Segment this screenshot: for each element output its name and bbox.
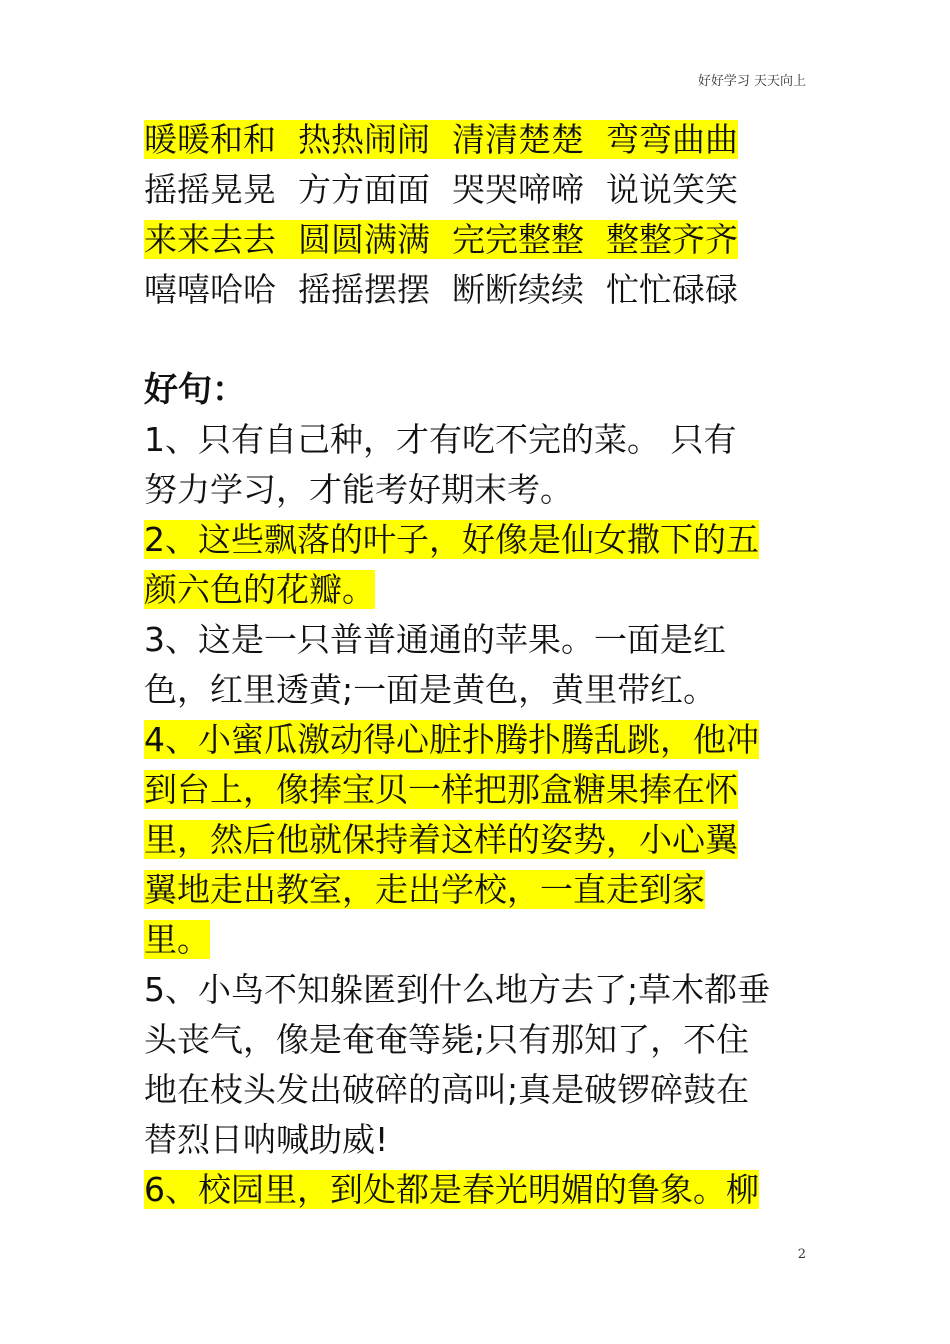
sentence-line [144, 1165, 808, 1215]
page-header: 好好学习 天天向上 [697, 74, 806, 89]
word: 摇摇摆摆 [298, 270, 430, 309]
word: 方方面面 [298, 170, 430, 209]
sentence-line: 替烈日呐喊助威! [144, 1120, 389, 1159]
sentence-line [144, 915, 808, 965]
section-heading: 好句： [144, 370, 246, 410]
spacer [144, 315, 808, 365]
highlighted-text: 里，然后他就保持着这样的姿势，小心翼 [144, 820, 738, 859]
highlighted-text: 6、校园里，到处都是春光明媚的鲁象。柳 [144, 1170, 759, 1209]
sentence-line: 色，红里透黄;一面是黄色，黄里带红。 [144, 670, 717, 709]
sentence-line: 5、小鸟不知躲匿到什么地方去了;草木都垂 [144, 970, 771, 1009]
word: 说说笑笑 [606, 170, 738, 209]
sentence-line: 地在枝头发出破碎的高叫;真是破锣碎鼓在 [144, 1070, 750, 1109]
word: 热热闹闹 [298, 120, 430, 159]
sentence-2 [144, 515, 808, 615]
word-row [144, 265, 808, 315]
word-row-highlight [144, 220, 738, 259]
sentence-4 [144, 715, 808, 965]
highlighted-text: 到台上，像捧宝贝一样把那盒糖果捧在怀 [144, 770, 738, 809]
word-row [144, 115, 808, 165]
word: 来来去去 [144, 220, 276, 259]
word: 完完整整 [452, 220, 584, 259]
word: 哭哭啼啼 [452, 170, 584, 209]
sentence-1 [144, 415, 808, 515]
highlighted-text: 4、小蜜瓜激动得心脏扑腾扑腾乱跳，他冲 [144, 720, 759, 759]
highlighted-text: 翼地走出教室，走出学校，一直走到家 [144, 870, 705, 909]
highlighted-text: 颜六色的花瓣。 [144, 570, 375, 609]
sentence-6 [144, 1165, 808, 1215]
word: 暖暖和和 [144, 120, 276, 159]
sentence-line [144, 515, 808, 565]
word: 忙忙碌碌 [606, 270, 738, 309]
word: 摇摇晃晃 [144, 170, 276, 209]
sentence-line: 头丧气，像是奄奄等毙;只有那知了，不住 [144, 1020, 750, 1059]
sentence-line: 3、这是一只普普通通的苹果。一面是红 [144, 620, 726, 659]
word: 断断续续 [452, 270, 584, 309]
sentence-5 [144, 965, 808, 1165]
sentence-line [144, 765, 808, 815]
highlighted-text: 里。 [144, 920, 210, 959]
word: 清清楚楚 [452, 120, 584, 159]
word: 圆圆满满 [298, 220, 430, 259]
sentence-line [144, 865, 808, 915]
word-row [144, 165, 808, 215]
word-row-highlight [144, 120, 738, 159]
word: 弯弯曲曲 [606, 120, 738, 159]
word-row [144, 215, 808, 265]
sentence-line [144, 815, 808, 865]
highlighted-text: 2、这些飘落的叶子，好像是仙女撒下的五 [144, 520, 759, 559]
word: 整整齐齐 [606, 220, 738, 259]
sentence-3 [144, 615, 808, 715]
sentence-line [144, 715, 808, 765]
word: 嘻嘻哈哈 [144, 270, 276, 309]
page-number: 2 [797, 1247, 806, 1262]
sentence-line: 1、只有自己种，才有吃不完的菜。 只有 [144, 420, 737, 459]
sentence-line [144, 565, 808, 615]
sentence-line: 努力学习，才能考好期末考。 [144, 470, 573, 509]
document-body [144, 115, 808, 1215]
